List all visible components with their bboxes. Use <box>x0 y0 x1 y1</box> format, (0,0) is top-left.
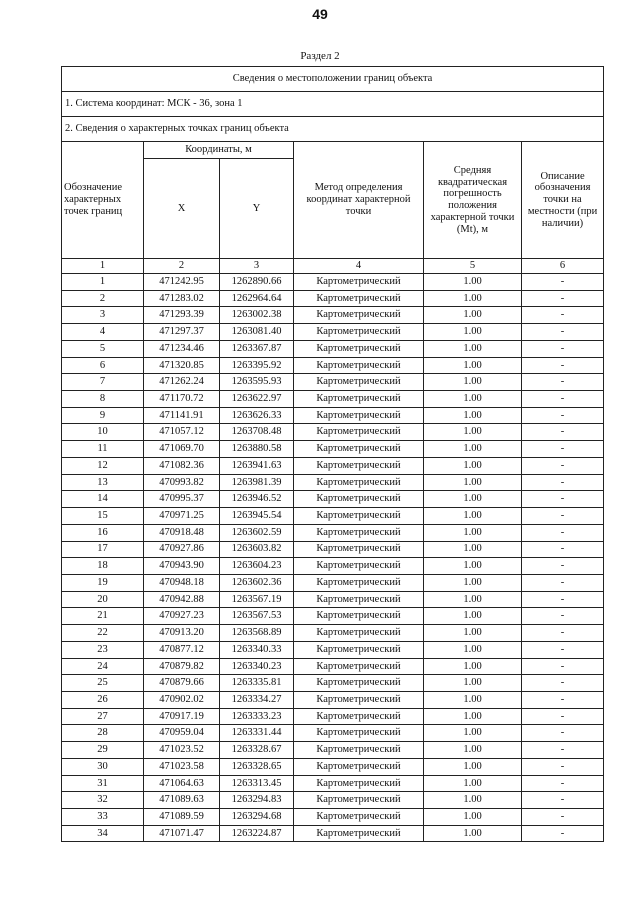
x-cell: 471064.63 <box>144 775 220 792</box>
y-cell: 1263335.81 <box>220 675 294 692</box>
point-id-cell: 15 <box>62 508 144 525</box>
point-id-cell: 3 <box>62 307 144 324</box>
point-id-cell: 33 <box>62 809 144 826</box>
error-cell: 1.00 <box>424 441 522 458</box>
point-id-cell: 17 <box>62 541 144 558</box>
point-id-cell: 32 <box>62 792 144 809</box>
description-cell: - <box>522 558 604 575</box>
y-cell: 1263328.67 <box>220 742 294 759</box>
description-cell: - <box>522 742 604 759</box>
error-cell: 1.00 <box>424 758 522 775</box>
x-cell: 470879.82 <box>144 658 220 675</box>
point-id-cell: 16 <box>62 524 144 541</box>
table-row <box>62 424 604 441</box>
description-cell: - <box>522 758 604 775</box>
y-cell: 1263946.52 <box>220 491 294 508</box>
column-number: 6 <box>522 259 604 274</box>
header-x: X <box>144 159 220 259</box>
y-cell: 1263294.68 <box>220 809 294 826</box>
x-cell: 471293.39 <box>144 307 220 324</box>
error-cell: 1.00 <box>424 290 522 307</box>
description-cell: - <box>522 290 604 307</box>
point-id-cell: 31 <box>62 775 144 792</box>
method-cell: Картометрический <box>294 374 424 391</box>
error-cell: 1.00 <box>424 775 522 792</box>
point-id-cell: 2 <box>62 290 144 307</box>
method-cell: Картометрический <box>294 307 424 324</box>
description-cell: - <box>522 541 604 558</box>
table-row <box>62 725 604 742</box>
x-cell: 471141.91 <box>144 407 220 424</box>
point-id-cell: 24 <box>62 658 144 675</box>
header-coordinates: Координаты, м <box>144 142 294 159</box>
description-cell: - <box>522 708 604 725</box>
table-row <box>62 290 604 307</box>
x-cell: 470993.82 <box>144 474 220 491</box>
y-cell: 1263331.44 <box>220 725 294 742</box>
method-cell: Картометрический <box>294 424 424 441</box>
y-cell: 1263602.36 <box>220 574 294 591</box>
table-row <box>62 457 604 474</box>
error-cell: 1.00 <box>424 357 522 374</box>
x-cell: 471069.70 <box>144 441 220 458</box>
description-cell: - <box>522 775 604 792</box>
method-cell: Картометрический <box>294 441 424 458</box>
y-cell: 1263945.54 <box>220 508 294 525</box>
description-cell: - <box>522 441 604 458</box>
x-cell: 470995.37 <box>144 491 220 508</box>
data-rows <box>62 274 604 842</box>
y-cell: 1263603.82 <box>220 541 294 558</box>
point-id-cell: 13 <box>62 474 144 491</box>
column-number: 3 <box>220 259 294 274</box>
x-cell: 471089.59 <box>144 809 220 826</box>
table-row <box>62 541 604 558</box>
description-cell: - <box>522 725 604 742</box>
description-cell: - <box>522 524 604 541</box>
table-row <box>62 491 604 508</box>
method-cell: Картометрический <box>294 391 424 408</box>
y-cell: 1263941.63 <box>220 457 294 474</box>
point-id-cell: 34 <box>62 825 144 842</box>
table-row <box>62 374 604 391</box>
method-cell: Картометрический <box>294 725 424 742</box>
table-row <box>62 441 604 458</box>
description-cell: - <box>522 391 604 408</box>
table-row <box>62 524 604 541</box>
method-cell: Картометрический <box>294 524 424 541</box>
x-cell: 471089.63 <box>144 792 220 809</box>
method-cell: Картометрический <box>294 708 424 725</box>
table-row <box>62 340 604 357</box>
x-cell: 471262.24 <box>144 374 220 391</box>
coordinate-system: 1. Система координат: МСК - 36, зона 1 <box>62 92 604 117</box>
table-row <box>62 307 604 324</box>
method-cell: Картометрический <box>294 491 424 508</box>
method-cell: Картометрический <box>294 407 424 424</box>
method-cell: Картометрический <box>294 742 424 759</box>
method-cell: Картометрический <box>294 508 424 525</box>
method-cell: Картометрический <box>294 641 424 658</box>
column-number: 1 <box>62 259 144 274</box>
y-cell: 1263604.23 <box>220 558 294 575</box>
column-number-row <box>62 259 604 274</box>
description-cell: - <box>522 424 604 441</box>
point-id-cell: 14 <box>62 491 144 508</box>
y-cell: 1263595.93 <box>220 374 294 391</box>
method-cell: Картометрический <box>294 457 424 474</box>
header-designation: Обозначение характерных точек границ <box>62 142 144 259</box>
table-row <box>62 809 604 826</box>
point-id-cell: 10 <box>62 424 144 441</box>
method-cell: Картометрический <box>294 324 424 341</box>
x-cell: 471170.72 <box>144 391 220 408</box>
error-cell: 1.00 <box>424 574 522 591</box>
method-cell: Картометрический <box>294 574 424 591</box>
error-cell: 1.00 <box>424 591 522 608</box>
y-cell: 1263340.33 <box>220 641 294 658</box>
error-cell: 1.00 <box>424 391 522 408</box>
point-id-cell: 4 <box>62 324 144 341</box>
method-cell: Картометрический <box>294 608 424 625</box>
x-cell: 471023.58 <box>144 758 220 775</box>
point-id-cell: 29 <box>62 742 144 759</box>
x-cell: 471283.02 <box>144 290 220 307</box>
table-row <box>62 474 604 491</box>
x-cell: 470971.25 <box>144 508 220 525</box>
y-cell: 1263880.58 <box>220 441 294 458</box>
description-cell: - <box>522 474 604 491</box>
description-cell: - <box>522 357 604 374</box>
error-cell: 1.00 <box>424 658 522 675</box>
method-cell: Картометрический <box>294 625 424 642</box>
point-id-cell: 26 <box>62 691 144 708</box>
y-cell: 1263340.23 <box>220 658 294 675</box>
description-cell: - <box>522 508 604 525</box>
description-cell: - <box>522 625 604 642</box>
x-cell: 471297.37 <box>144 324 220 341</box>
method-cell: Картометрический <box>294 474 424 491</box>
description-cell: - <box>522 340 604 357</box>
point-id-cell: 5 <box>62 340 144 357</box>
point-id-cell: 22 <box>62 625 144 642</box>
description-cell: - <box>522 608 604 625</box>
method-cell: Картометрический <box>294 825 424 842</box>
header-description: Описание обозначения точки на местности (при наличии) <box>522 142 604 259</box>
error-cell: 1.00 <box>424 407 522 424</box>
x-cell: 470927.86 <box>144 541 220 558</box>
table-row <box>62 274 604 291</box>
x-cell: 470948.18 <box>144 574 220 591</box>
error-cell: 1.00 <box>424 558 522 575</box>
method-cell: Картометрический <box>294 792 424 809</box>
table-title: Сведения о местоположении границ объекта <box>62 67 604 92</box>
table-row <box>62 508 604 525</box>
table-row <box>62 758 604 775</box>
description-cell: - <box>522 374 604 391</box>
y-cell: 1263294.83 <box>220 792 294 809</box>
y-cell: 1263626.33 <box>220 407 294 424</box>
table-row <box>62 641 604 658</box>
header-y: Y <box>220 159 294 259</box>
point-id-cell: 8 <box>62 391 144 408</box>
table-row <box>62 742 604 759</box>
point-id-cell: 18 <box>62 558 144 575</box>
error-cell: 1.00 <box>424 708 522 725</box>
error-cell: 1.00 <box>424 340 522 357</box>
table-row <box>62 591 604 608</box>
point-id-cell: 11 <box>62 441 144 458</box>
x-cell: 470877.12 <box>144 641 220 658</box>
y-cell: 1263224.87 <box>220 825 294 842</box>
y-cell: 1263002.38 <box>220 307 294 324</box>
point-id-cell: 6 <box>62 357 144 374</box>
error-cell: 1.00 <box>424 641 522 658</box>
y-cell: 1263568.89 <box>220 625 294 642</box>
point-id-cell: 20 <box>62 591 144 608</box>
error-cell: 1.00 <box>424 541 522 558</box>
error-cell: 1.00 <box>424 274 522 291</box>
description-cell: - <box>522 307 604 324</box>
y-cell: 1263367.87 <box>220 340 294 357</box>
description-cell: - <box>522 809 604 826</box>
point-id-cell: 7 <box>62 374 144 391</box>
y-cell: 1263567.53 <box>220 608 294 625</box>
error-cell: 1.00 <box>424 725 522 742</box>
boundary-points-table <box>61 66 604 842</box>
description-cell: - <box>522 491 604 508</box>
x-cell: 471082.36 <box>144 457 220 474</box>
description-cell: - <box>522 274 604 291</box>
point-id-cell: 30 <box>62 758 144 775</box>
table-row <box>62 357 604 374</box>
error-cell: 1.00 <box>424 324 522 341</box>
point-id-cell: 27 <box>62 708 144 725</box>
page-number: 49 <box>312 6 328 22</box>
x-cell: 470918.48 <box>144 524 220 541</box>
x-cell: 470902.02 <box>144 691 220 708</box>
error-cell: 1.00 <box>424 508 522 525</box>
table-row <box>62 574 604 591</box>
point-id-cell: 28 <box>62 725 144 742</box>
method-cell: Картометрический <box>294 558 424 575</box>
y-cell: 1263602.59 <box>220 524 294 541</box>
error-cell: 1.00 <box>424 424 522 441</box>
method-cell: Картометрический <box>294 691 424 708</box>
column-number: 4 <box>294 259 424 274</box>
error-cell: 1.00 <box>424 792 522 809</box>
table-row <box>62 558 604 575</box>
point-id-cell: 12 <box>62 457 144 474</box>
y-cell: 1263395.92 <box>220 357 294 374</box>
method-cell: Картометрический <box>294 340 424 357</box>
x-cell: 470913.20 <box>144 625 220 642</box>
description-cell: - <box>522 407 604 424</box>
error-cell: 1.00 <box>424 524 522 541</box>
point-id-cell: 1 <box>62 274 144 291</box>
error-cell: 1.00 <box>424 742 522 759</box>
description-cell: - <box>522 591 604 608</box>
description-cell: - <box>522 457 604 474</box>
header-method: Метод определения координат характерной точки <box>294 142 424 259</box>
x-cell: 470959.04 <box>144 725 220 742</box>
description-cell: - <box>522 658 604 675</box>
x-cell: 471234.46 <box>144 340 220 357</box>
y-cell: 1262964.64 <box>220 290 294 307</box>
error-cell: 1.00 <box>424 374 522 391</box>
y-cell: 1263328.65 <box>220 758 294 775</box>
point-id-cell: 25 <box>62 675 144 692</box>
description-cell: - <box>522 641 604 658</box>
error-cell: 1.00 <box>424 675 522 692</box>
column-number: 5 <box>424 259 522 274</box>
method-cell: Картометрический <box>294 758 424 775</box>
x-cell: 471320.85 <box>144 357 220 374</box>
description-cell: - <box>522 825 604 842</box>
x-cell: 470927.23 <box>144 608 220 625</box>
y-cell: 1263334.27 <box>220 691 294 708</box>
table-row <box>62 775 604 792</box>
y-cell: 1263333.23 <box>220 708 294 725</box>
method-cell: Картометрический <box>294 675 424 692</box>
method-cell: Картометрический <box>294 775 424 792</box>
table-row <box>62 691 604 708</box>
method-cell: Картометрический <box>294 591 424 608</box>
error-cell: 1.00 <box>424 625 522 642</box>
table-row <box>62 625 604 642</box>
table-row <box>62 407 604 424</box>
y-cell: 1263622.97 <box>220 391 294 408</box>
x-cell: 471057.12 <box>144 424 220 441</box>
header-error: Средняя квадратическая погрешность положения характерной точки (Mt), м <box>424 142 522 259</box>
point-id-cell: 9 <box>62 407 144 424</box>
x-cell: 470879.66 <box>144 675 220 692</box>
description-cell: - <box>522 792 604 809</box>
error-cell: 1.00 <box>424 457 522 474</box>
y-cell: 1263708.48 <box>220 424 294 441</box>
description-cell: - <box>522 324 604 341</box>
method-cell: Картометрический <box>294 658 424 675</box>
method-cell: Картометрический <box>294 541 424 558</box>
x-cell: 471023.52 <box>144 742 220 759</box>
y-cell: 1263981.39 <box>220 474 294 491</box>
x-cell: 471071.47 <box>144 825 220 842</box>
point-id-cell: 19 <box>62 574 144 591</box>
section-label: Раздел 2 <box>300 50 340 62</box>
y-cell: 1263081.40 <box>220 324 294 341</box>
method-cell: Картометрический <box>294 290 424 307</box>
method-cell: Картометрический <box>294 809 424 826</box>
x-cell: 470942.88 <box>144 591 220 608</box>
error-cell: 1.00 <box>424 809 522 826</box>
point-id-cell: 23 <box>62 641 144 658</box>
table-row <box>62 391 604 408</box>
table-row <box>62 324 604 341</box>
error-cell: 1.00 <box>424 307 522 324</box>
error-cell: 1.00 <box>424 825 522 842</box>
y-cell: 1262890.66 <box>220 274 294 291</box>
table-row <box>62 708 604 725</box>
table-row <box>62 608 604 625</box>
method-cell: Картометрический <box>294 357 424 374</box>
error-cell: 1.00 <box>424 691 522 708</box>
x-cell: 470917.19 <box>144 708 220 725</box>
description-cell: - <box>522 574 604 591</box>
description-cell: - <box>522 691 604 708</box>
table-row <box>62 825 604 842</box>
error-cell: 1.00 <box>424 608 522 625</box>
x-cell: 470943.90 <box>144 558 220 575</box>
point-id-cell: 21 <box>62 608 144 625</box>
table-row <box>62 675 604 692</box>
error-cell: 1.00 <box>424 491 522 508</box>
description-cell: - <box>522 675 604 692</box>
method-cell: Картометрический <box>294 274 424 291</box>
x-cell: 471242.95 <box>144 274 220 291</box>
table-row <box>62 792 604 809</box>
points-heading: 2. Сведения о характерных точках границ объекта <box>62 117 604 142</box>
error-cell: 1.00 <box>424 474 522 491</box>
column-number: 2 <box>144 259 220 274</box>
y-cell: 1263313.45 <box>220 775 294 792</box>
table-row <box>62 658 604 675</box>
y-cell: 1263567.19 <box>220 591 294 608</box>
